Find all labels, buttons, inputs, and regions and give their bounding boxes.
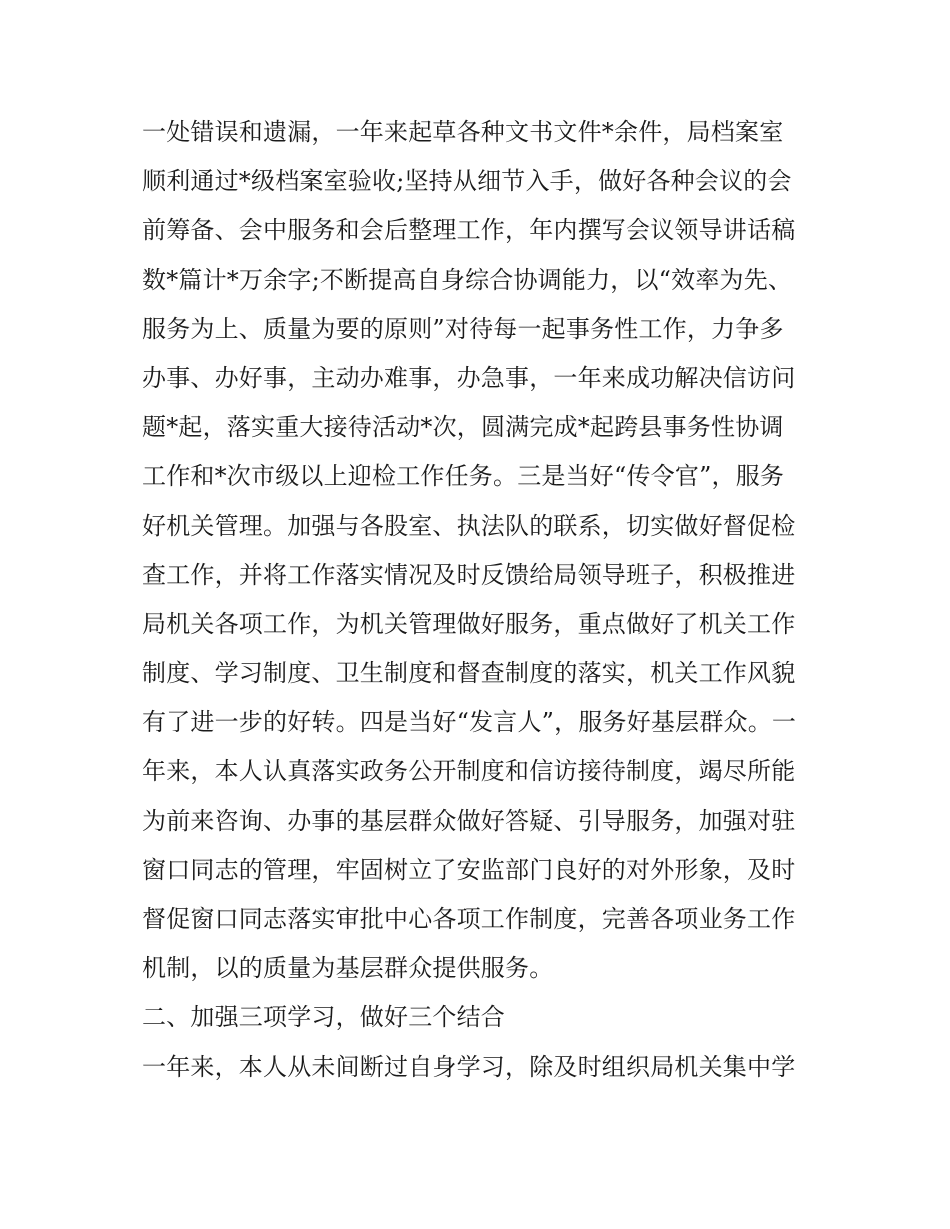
paragraph-line: 数*篇计*万余字;不断提高自身综合协调能力，以“效率为先、	[142, 265, 793, 294]
paragraph-line: 局机关各项工作，为机关管理做好服务，重点做好了机关工作	[142, 609, 796, 638]
paragraph-line: 年来，本人认真落实政务公开制度和信访接待制度，竭尽所能	[142, 757, 796, 786]
paragraph-line: 一年来，本人从未间断过自身学习，除及时组织局机关集中学	[142, 1052, 796, 1081]
paragraph-line: 工作和*次市级以上迎检工作任务。三是当好“传令官”，服务	[142, 462, 785, 491]
paragraph-line: 好机关管理。加强与各股室、执法队的联系，切实做好督促检	[142, 511, 796, 540]
paragraph-line: 服务为上、质量为要的原则”对待每一起事务性工作，力争多	[142, 314, 784, 343]
paragraph-line: 前筹备、会中服务和会后整理工作，年内撰写会议领导讲话稿	[142, 216, 796, 245]
paragraph-line: 顺利通过*级档案室验收;坚持从细节入手，做好各种会议的会	[142, 167, 792, 196]
paragraph-line: 督促窗口同志落实审批中心各项工作制度，完善各项业务工作	[142, 905, 796, 933]
paragraph-line: 为前来咨询、办事的基层群众做好答疑、引导服务，加强对驻	[142, 806, 796, 835]
paragraph-line: 机制，以的质量为基层群众提供服务。	[142, 954, 554, 983]
paragraph-line: 查工作，并将工作落实情况及时反馈给局领导班子，积极推进	[142, 560, 796, 589]
paragraph-line: 窗口同志的管理，牢固树立了安监部门良好的对外形象，及时	[142, 855, 796, 884]
section-heading: 二、加强三项学习，做好三个结合	[142, 1003, 505, 1032]
document-body	[142, 108, 814, 1092]
paragraph-line: 制度、学习制度、卫生制度和督查制度的落实，机关工作风貌	[142, 659, 796, 688]
paragraph-line: 有了进一步的好转。四是当好“发言人”，服务好基层群众。一	[142, 708, 797, 737]
paragraph-line: 题*起，落实重大接待活动*次，圆满完成*起跨县事务性协调	[142, 413, 784, 442]
paragraph-line: 一处错误和遗漏，一年来起草各种文书文件*余件，局档案室	[142, 118, 784, 146]
paragraph-line: 办事、办好事，主动办难事，办急事，一年来成功解决信访问	[142, 363, 796, 392]
